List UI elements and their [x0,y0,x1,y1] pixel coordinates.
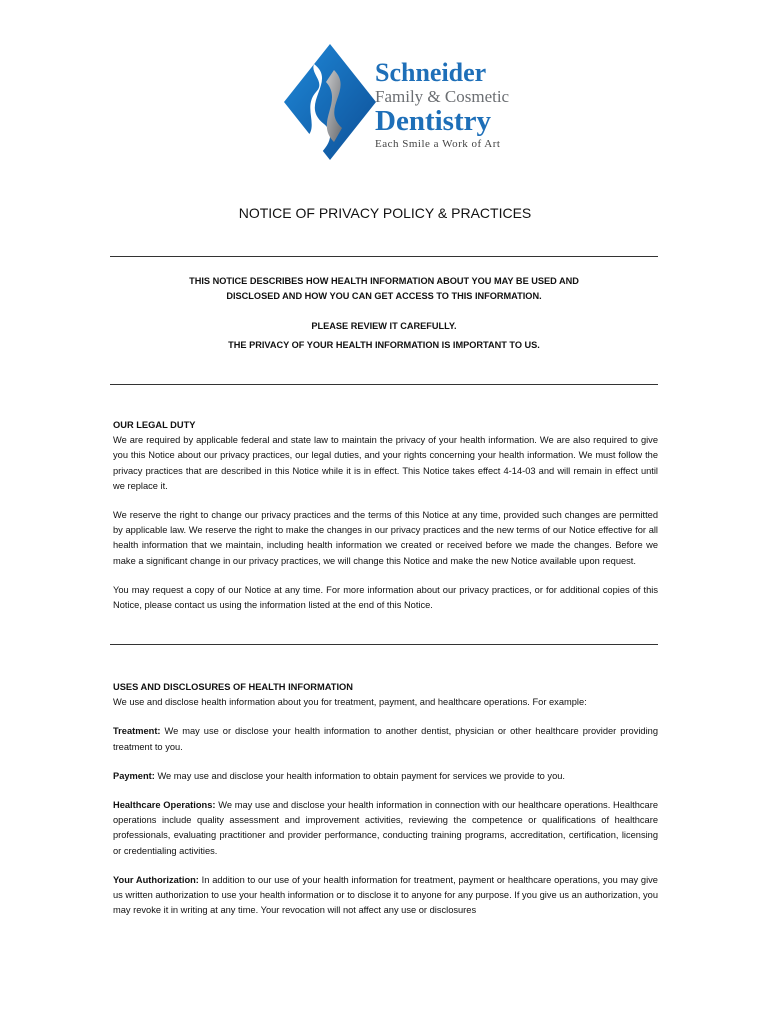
operations-text: We may use and disclose your health information in connection with our healthcare operations. Healthcare operations include quality assessment and improvement activities, reviewing the competence or qualifications of healthcare professionals, evaluating practitioner and provider performance, conducting training programs, accreditation, certification, licensing or credentialing activities. [113,800,658,856]
notice-line: THE PRIVACY OF YOUR HEALTH INFORMATION IS IMPORTANT TO US. [228,340,540,350]
logo-name: Schneider [375,58,487,87]
legal-duty-section [113,418,658,613]
logo-subtitle: Family & Cosmetic [375,87,510,106]
notice-line: DISCLOSED AND HOW YOU CAN GET ACCESS TO THIS INFORMATION. [226,291,542,301]
notice-line: PLEASE REVIEW IT CAREFULLY. [311,321,457,331]
logo-dentistry: Dentistry [375,105,491,137]
uses-disclosures-section [113,680,658,918]
page-title: NOTICE OF PRIVACY POLICY & PRACTICES [238,205,532,221]
paragraph: We use and disclose health information about you for treatment, payment, and healthcare operations. For example: [113,697,587,708]
paragraph: We are required by applicable federal and state law to maintain the privacy of your health information. We are also required to give you this Notice about our privacy practices, our legal duties, and your rights concerning your health information. We must follow the privacy practices that are described in this Notice while it is in effect. This Notice takes effect 4-14-03 and will remain in effect until we replace it. [113,435,658,491]
treatment-text: We may use or disclose your health information to another dentist, physician or other healthcare provider providing treatment to you. [113,726,658,752]
paragraph: You may request a copy of our Notice at any time. For more information about our privacy practices, or for additional copies of this Notice, please contact us using the information listed at the end of this Notice. [113,584,658,611]
payment-paragraph [113,769,658,784]
notice-line: THIS NOTICE DESCRIBES HOW HEALTH INFORMATION ABOUT YOU MAY BE USED AND [189,276,579,286]
logo-diamond-mark [280,42,380,162]
notice-banner [110,274,658,353]
authorization-paragraph [113,873,658,919]
payment-text: We may use and disclose your health information to obtain payment for services we provide to you. [154,770,565,781]
operations-paragraph [113,798,658,859]
paragraph: We reserve the right to change our privacy practices and the terms of this Notice at any time, provided such changes are permitted by applicable law. We reserve the right to make the changes in our privacy practices and the new terms of our Notice effective for all health information that we maintain, including health information we created or received before we made the changes. Before we make a significant change in our privacy practices, we will change this Notice and make the new Notice available upon request. [113,510,658,566]
practice-logo [280,42,520,162]
treatment-label: Treatment: [113,726,161,737]
divider-notice-bottom [110,384,658,385]
divider-top [110,256,658,257]
treatment-paragraph [113,724,658,754]
divider-section [110,644,658,645]
authorization-text: In addition to our use of your health information for treatment, payment or healthcare operations, you may give us written authorization to use your health information or to disclose it to anyone for any purpose. If you give us an authorization, you may revoke it in writing at any time. Your revocation will not affect any use or disclosures [113,874,658,916]
section-heading: USES AND DISCLOSURES OF HEALTH INFORMATION [113,682,353,692]
payment-label: Payment: [113,770,155,781]
section-heading: OUR LEGAL DUTY [113,420,196,430]
logo-tagline: Each Smile a Work of Art [375,138,501,150]
operations-label: Healthcare Operations: [113,800,216,811]
authorization-label: Your Authorization: [113,874,199,885]
